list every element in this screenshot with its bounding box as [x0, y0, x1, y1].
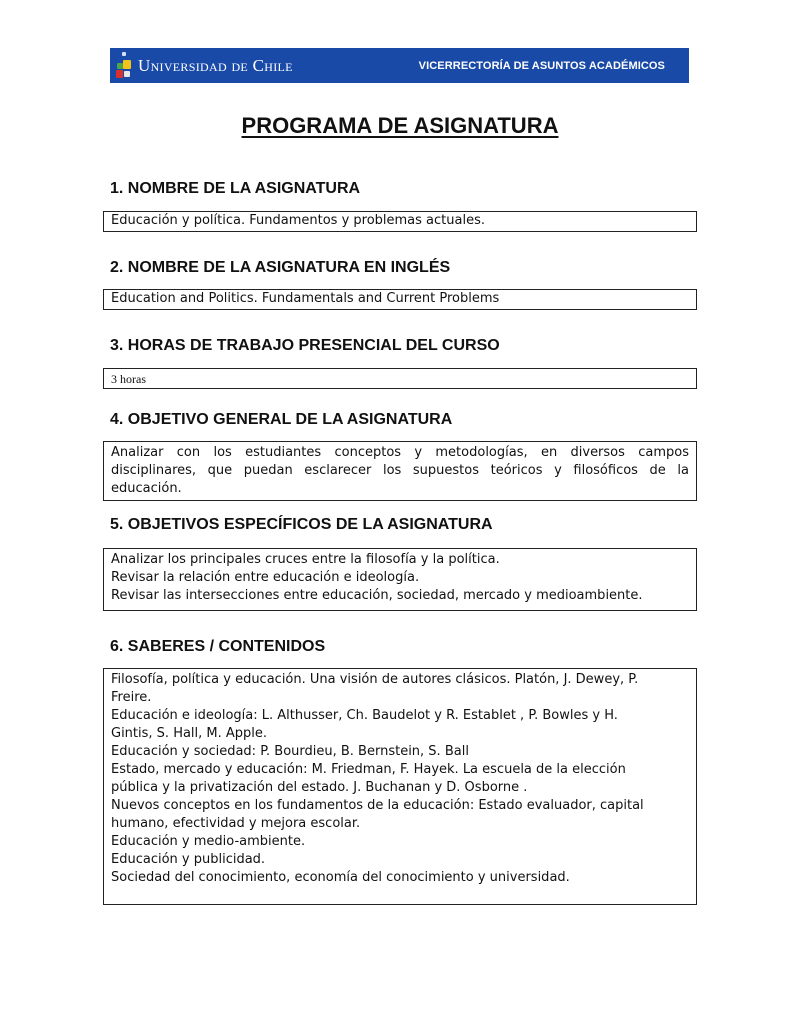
course-name-value: Educación y política. Fundamentos y problemas actuales.	[111, 213, 485, 228]
course-name-english-box	[103, 289, 697, 310]
content-line: Educación y publicidad.	[111, 852, 266, 867]
general-objective-line: disciplinares, que puedan esclarecer los supuestos teóricos y filosóficos de la	[111, 463, 689, 478]
content-line: Gintis, S. Hall, M. Apple.	[111, 726, 268, 741]
specific-objective-item: Revisar la relación entre educación e ideología.	[111, 570, 420, 585]
general-objective-box	[103, 441, 697, 501]
content-line: pública y la privatización del estado. J. Buchanan y D. Osborne .	[111, 780, 528, 795]
content-line: Estado, mercado y educación: M. Friedman, F. Hayek. La escuela de la elección	[111, 762, 626, 777]
content-line: Educación y sociedad: P. Bourdieu, B. Bernstein, S. Ball	[111, 744, 469, 759]
department-name: VICERRECTORÍA DE ASUNTOS ACADÉMICOS	[418, 59, 665, 72]
section-heading-course-name-english: 2. NOMBRE DE LA ASIGNATURA EN INGLÉS	[110, 259, 451, 276]
content-line: Educación e ideología: L. Althusser, Ch. Baudelot y R. Establet , P. Bowles y H.	[111, 708, 618, 723]
contents-box	[103, 668, 697, 905]
specific-objective-item: Revisar las intersecciones entre educación, sociedad, mercado y medioambiente.	[111, 588, 643, 603]
content-line: Filosofía, política y educación. Una visión de autores clásicos. Platón, J. Dewey, P.	[111, 672, 639, 687]
section-heading-specific-objectives: 5. OBJETIVOS ESPECÍFICOS DE LA ASIGNATURA	[110, 516, 493, 533]
general-objective-line: Analizar con los estudiantes conceptos y metodologías, en diversos campos	[111, 445, 689, 460]
page-title: PROGRAMA DE ASIGNATURA	[241, 113, 559, 138]
course-name-box	[103, 211, 697, 232]
content-line: humano, efectividad y mejora escolar.	[111, 816, 361, 831]
content-line: Nuevos conceptos en los fundamentos de la educación: Estado evaluador, capital	[111, 798, 644, 813]
specific-objective-item: Analizar los principales cruces entre la filosofía y la política.	[111, 552, 500, 567]
content-line: Freire.	[111, 690, 152, 705]
hours-value: 3 horas	[111, 372, 146, 386]
section-heading-contents: 6. SABERES / CONTENIDOS	[110, 638, 326, 655]
header-banner	[110, 48, 689, 83]
hours-box	[103, 368, 697, 389]
section-heading-hours: 3. HORAS DE TRABAJO PRESENCIAL DEL CURSO	[110, 337, 500, 354]
section-heading-course-name: 1. NOMBRE DE LA ASIGNATURA	[110, 180, 361, 197]
university-brand	[116, 52, 293, 80]
course-name-english-value: Education and Politics. Fundamentals and Current Problems	[111, 291, 500, 306]
university-crest-icon	[116, 52, 132, 80]
content-line: Educación y medio-ambiente.	[111, 834, 306, 849]
specific-objectives-box	[103, 548, 697, 611]
general-objective-line: educación.	[111, 481, 182, 496]
content-line: Sociedad del conocimiento, economía del conocimiento y universidad.	[111, 870, 570, 885]
section-heading-general-objective: 4. OBJETIVO GENERAL DE LA ASIGNATURA	[110, 411, 453, 428]
university-name: Universidad de Chile	[138, 55, 293, 75]
